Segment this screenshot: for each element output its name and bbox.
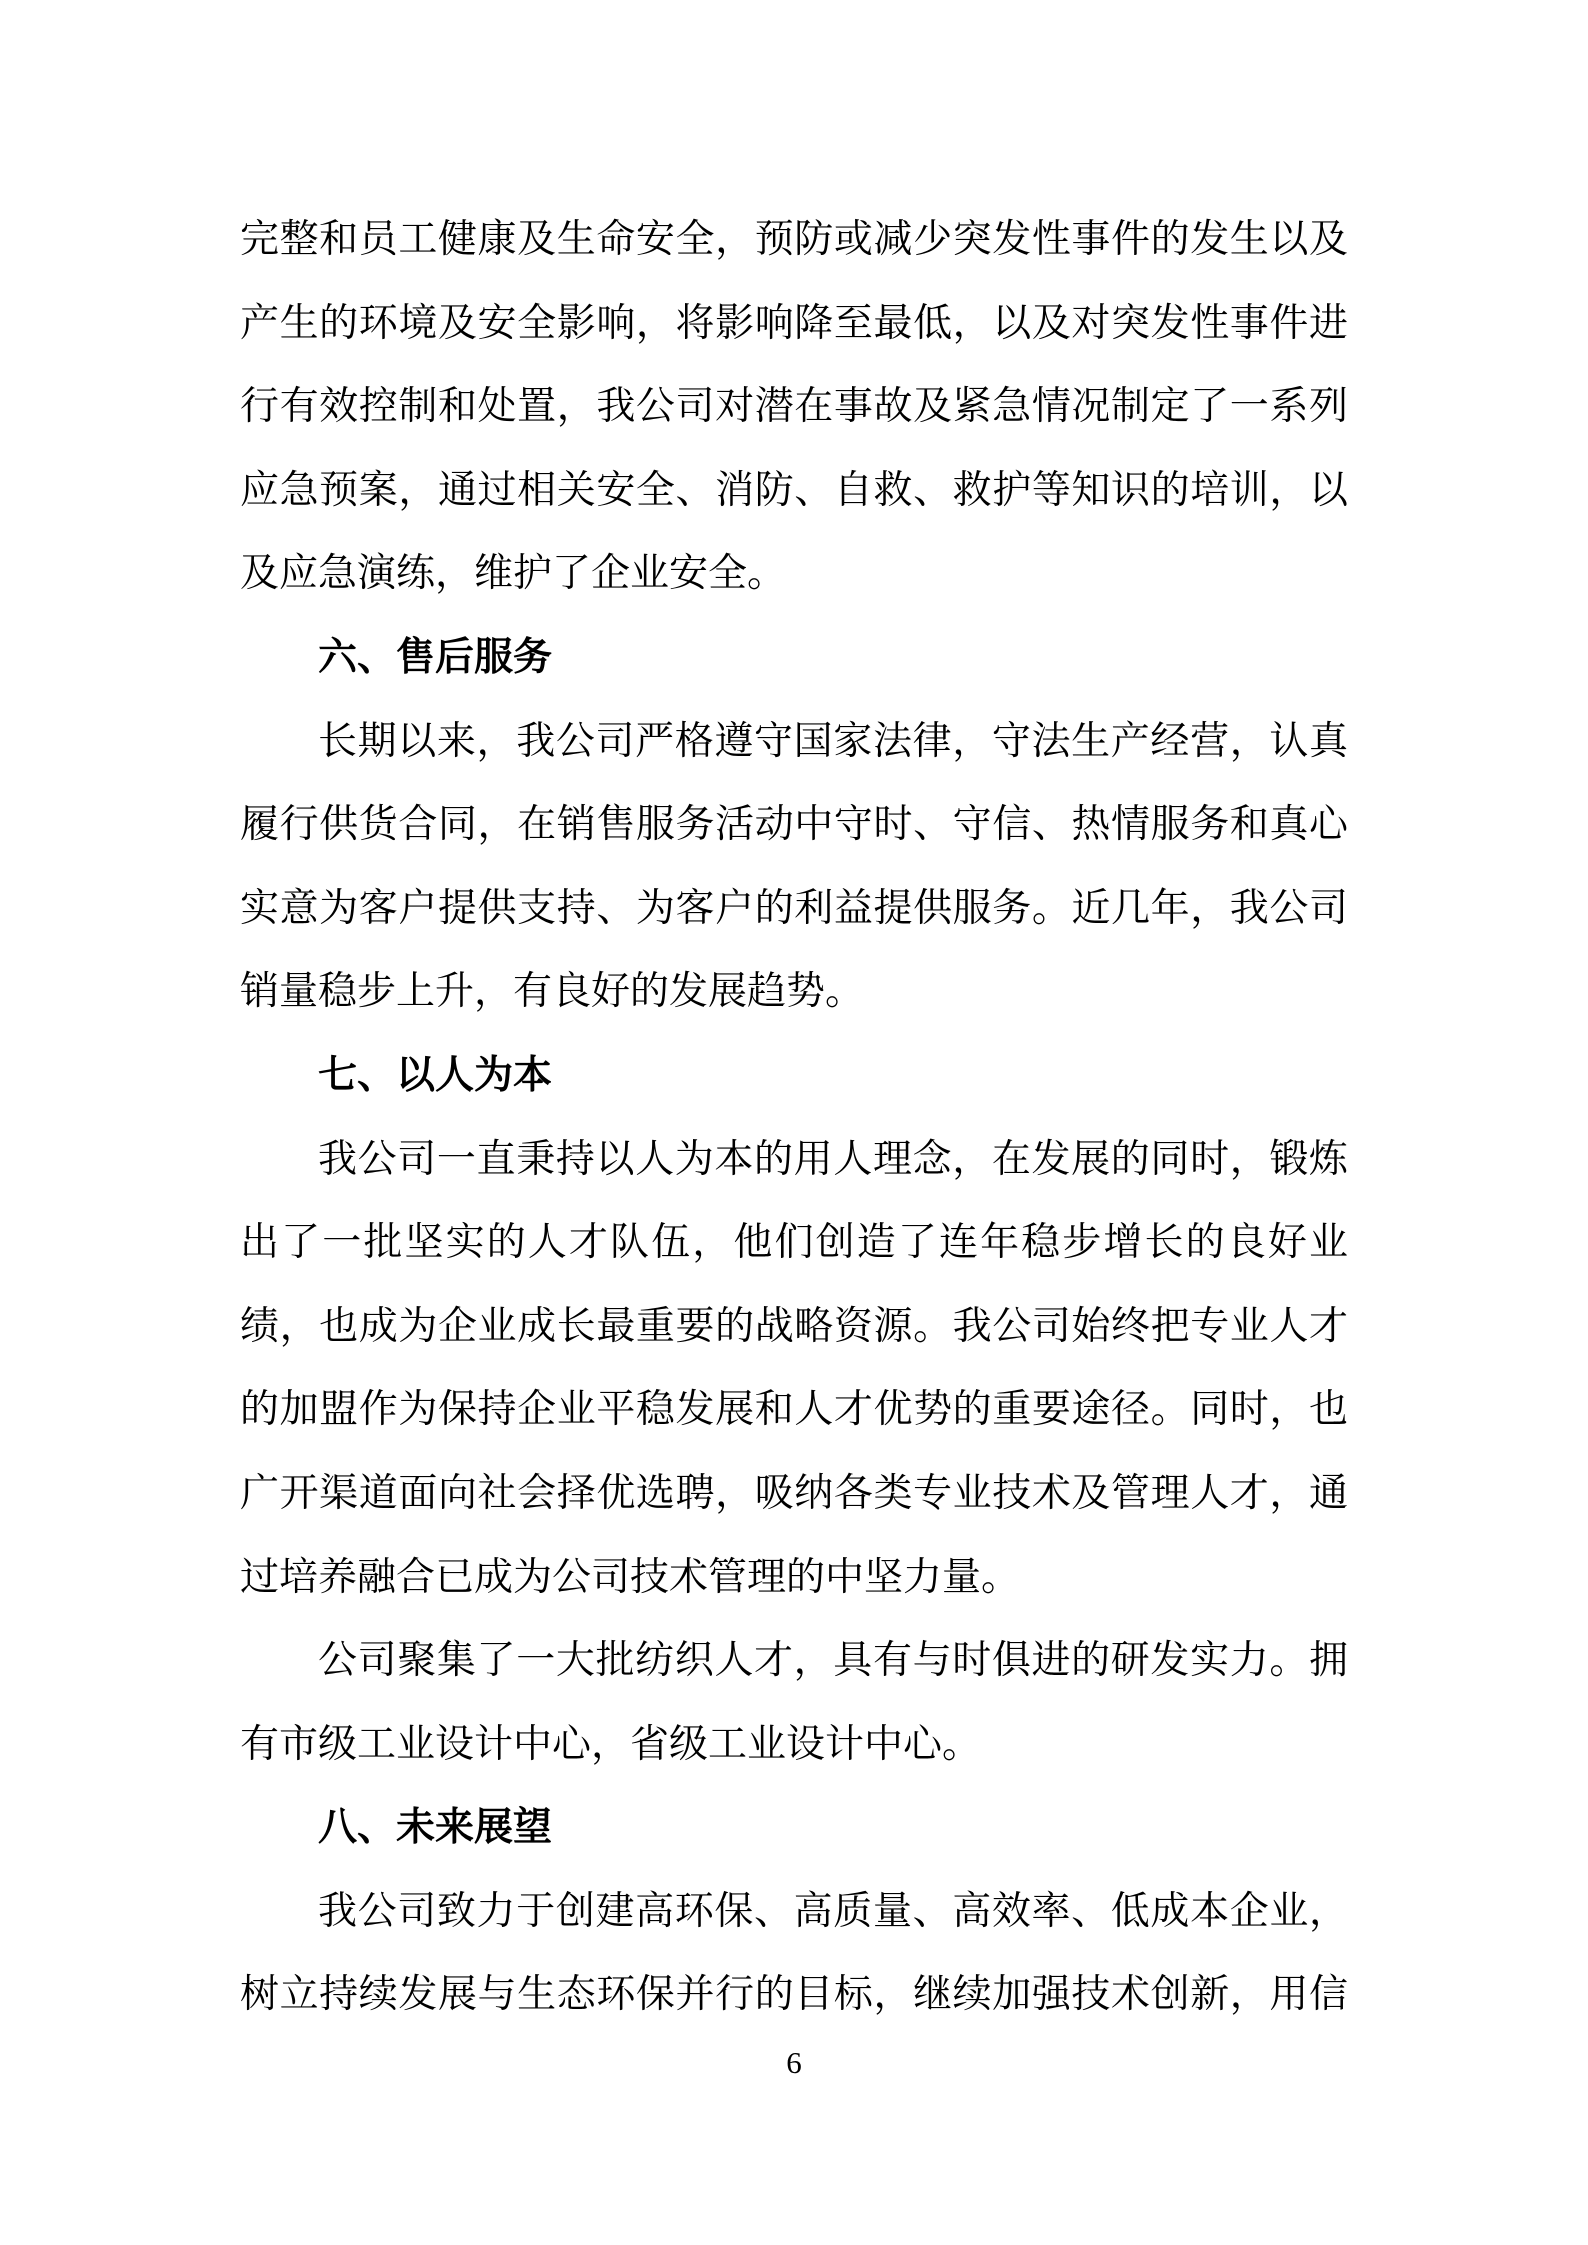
- text-line: 实意为客户提供支持、为客户的利益提供服务。近几年，我公司: [240, 886, 1348, 930]
- text-line: 树立持续发展与生态环保并行的目标，继续加强技术创新，用信: [240, 1973, 1348, 2017]
- text-line: 公司聚集了一大批纺织人才，具有与时俱进的研发实力。拥: [318, 1639, 1348, 1683]
- text-line: 完整和员工健康及生命安全，预防或减少突发性事件的发生以及: [240, 218, 1348, 261]
- text-line: 销量稳步上升，有良好的发展趋势。: [240, 970, 865, 1014]
- text-line: 我公司致力于创建高环保、高质量、高效率、低成本企业，: [318, 1889, 1348, 1933]
- text-line: 广开渠道面向社会择优选聘，吸纳各类专业技术及管理人才，通: [240, 1471, 1348, 1515]
- text-line: 履行供货合同，在销售服务活动中守时、守信、热情服务和真心: [240, 803, 1348, 847]
- text-line: 产生的环境及安全影响，将影响降至最低，以及对突发性事件进: [240, 301, 1348, 345]
- text-line: 过培养融合已成为公司技术管理的中坚力量。: [240, 1555, 1021, 1599]
- text-line: 有市级工业设计中心，省级工业设计中心。: [240, 1722, 982, 1766]
- text-line: 绩，也成为企业成长最重要的战略资源。我公司始终把专业人才: [240, 1304, 1348, 1348]
- text-line: 长期以来，我公司严格遵守国家法律，守法生产经营，认真: [318, 719, 1348, 763]
- section-heading-people-first: 七、以人为本: [318, 1053, 553, 1097]
- section-heading-after-sales: 六、售后服务: [318, 635, 553, 679]
- text-block: [240, 198, 1348, 2037]
- text-line: 的加盟作为保持企业平稳发展和人才优势的重要途径。同时，也: [240, 1388, 1348, 1432]
- text-line: 及应急演练，维护了企业安全。: [240, 552, 787, 596]
- text-line: 应急预案，通过相关安全、消防、自救、救护等知识的培训，以: [240, 468, 1348, 512]
- page-number: 6: [786, 2045, 802, 2080]
- text-line: 我公司一直秉持以人为本的用人理念，在发展的同时，锻炼: [318, 1137, 1348, 1181]
- text-line: 行有效控制和处置，我公司对潜在事故及紧急情况制定了一系列: [240, 385, 1348, 429]
- section-heading-future-outlook: 八、未来展望: [318, 1806, 553, 1850]
- text-line: 出了一批坚实的人才队伍，他们创造了连年稳步增长的良好业: [240, 1221, 1348, 1265]
